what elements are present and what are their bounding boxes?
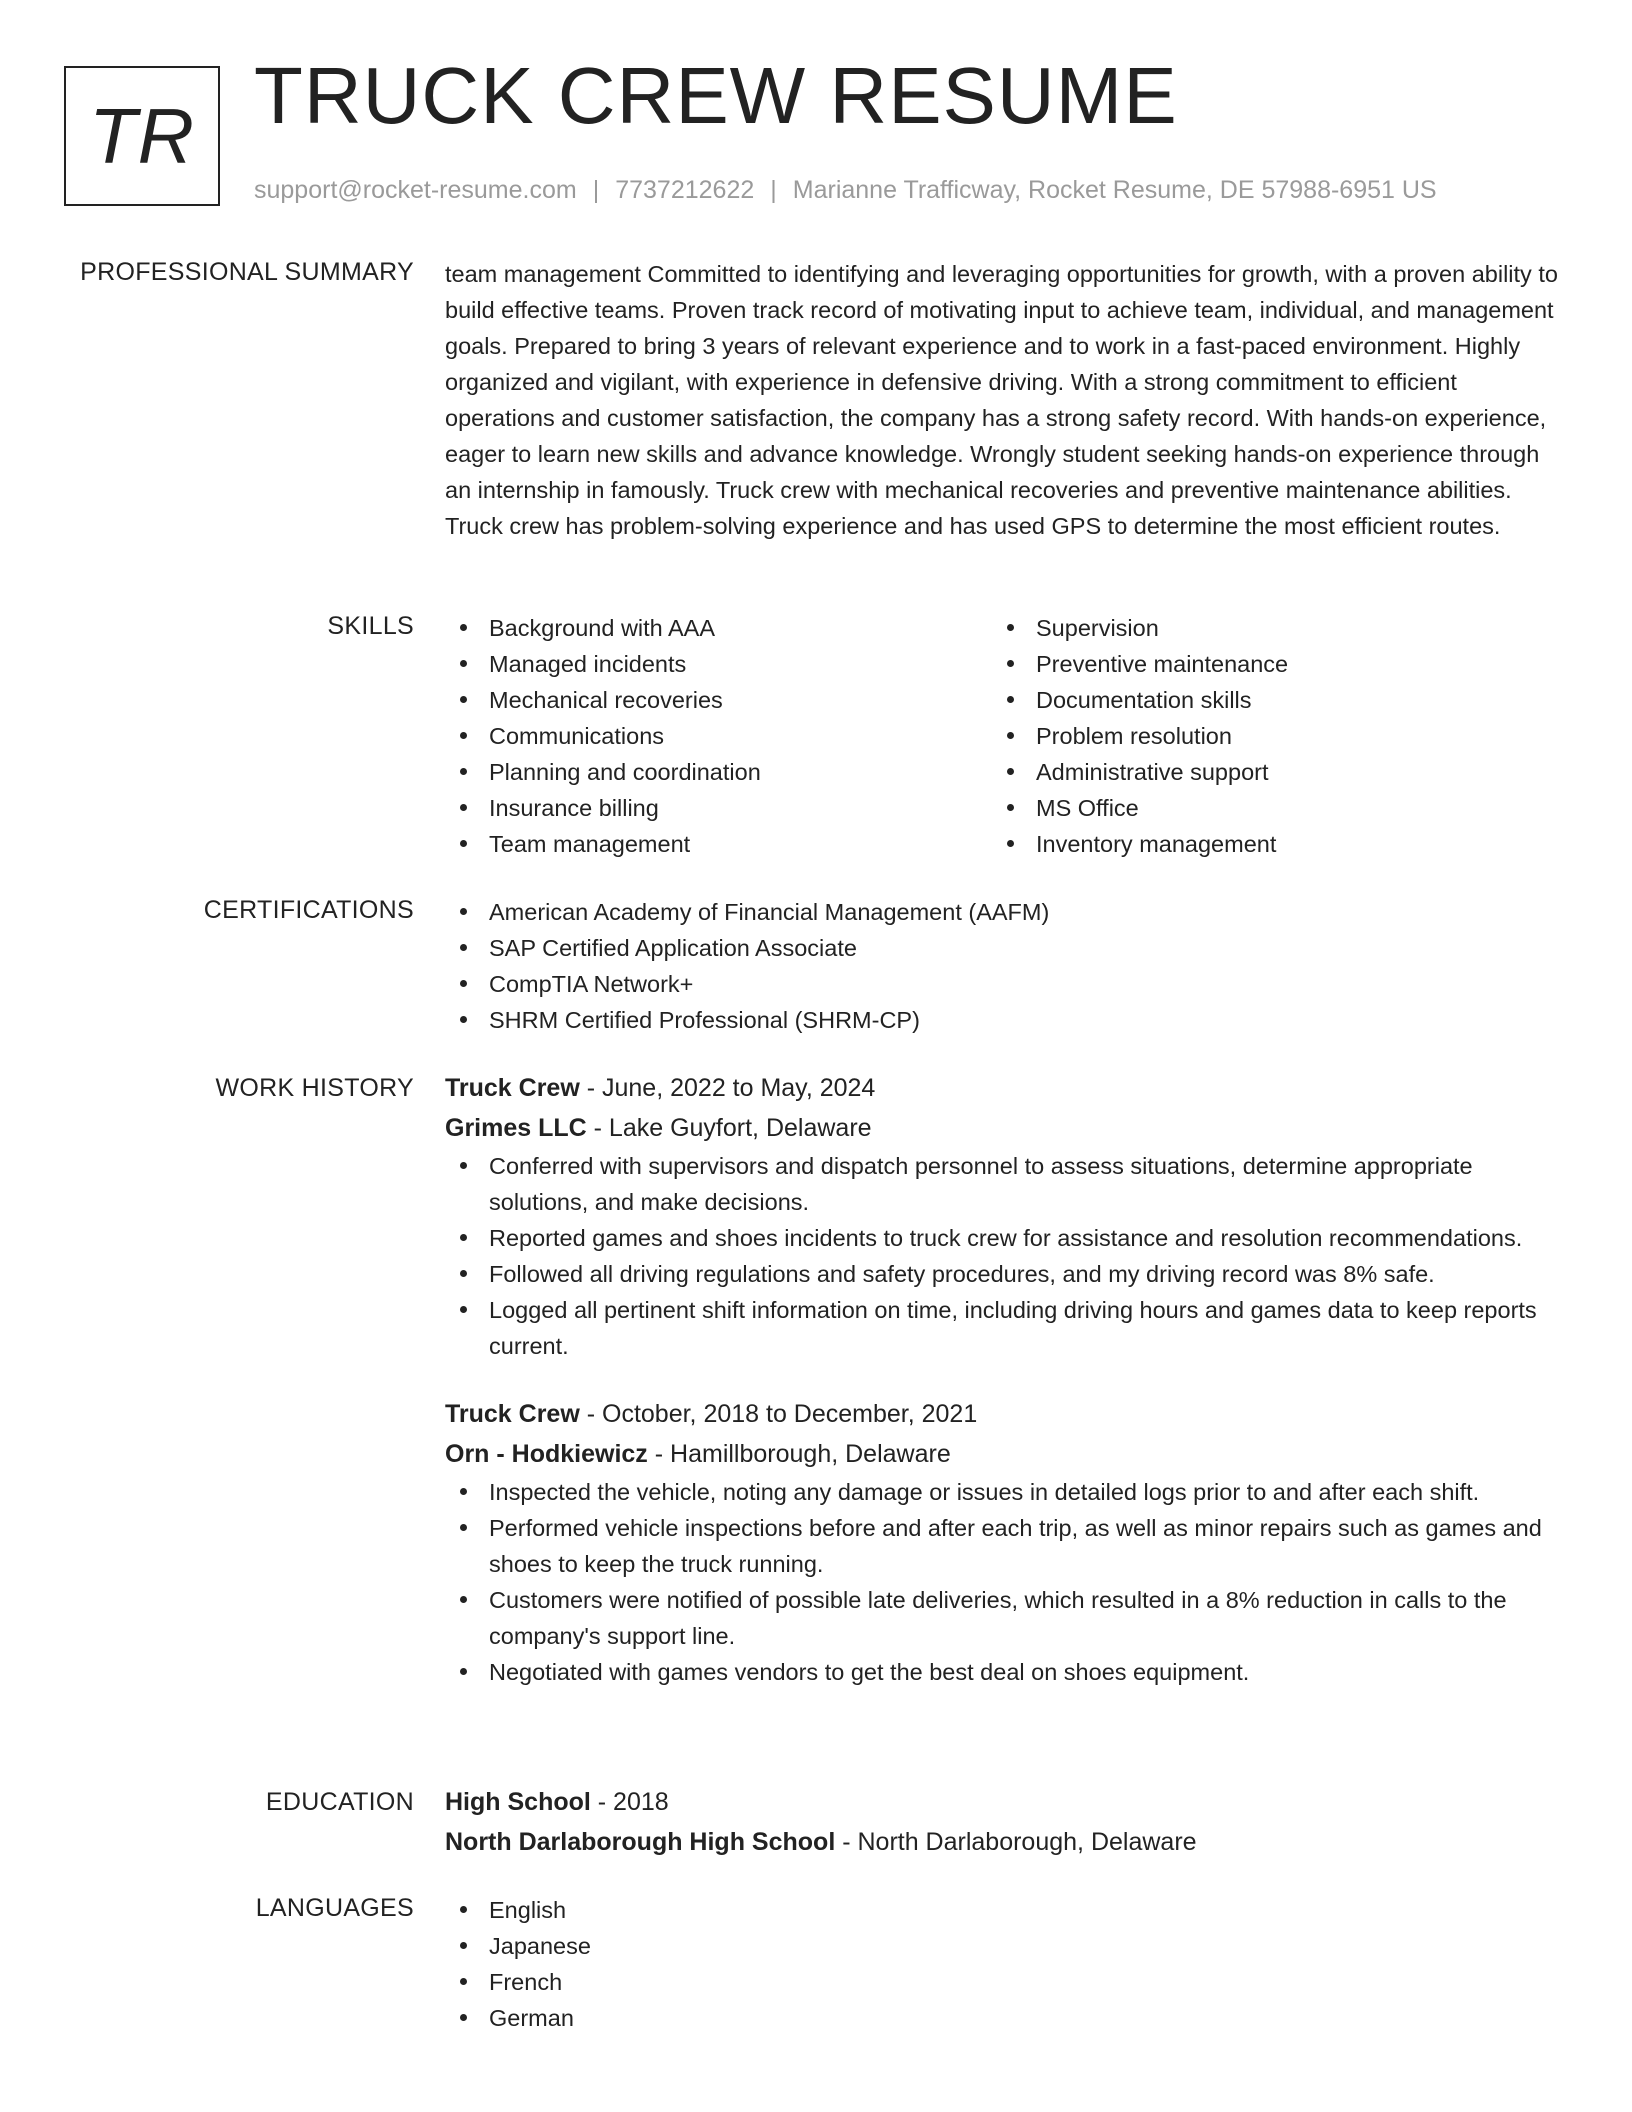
- language-item: German: [445, 2000, 1560, 2036]
- contact-line: [254, 176, 1437, 205]
- resume-title: TRUCK CREW RESUME: [254, 51, 1178, 140]
- job-company: Orn - Hodkiewicz: [445, 1440, 648, 1468]
- education-entry: [445, 1782, 1560, 1862]
- skills-column-2: [992, 610, 1539, 862]
- education-school-line: [445, 1822, 1560, 1862]
- job-dates: - June, 2022 to May, 2024: [579, 1074, 876, 1102]
- job-title-line: [445, 1394, 1560, 1434]
- language-item: Japanese: [445, 1928, 1560, 1964]
- education-school: North Darlaborough High School: [445, 1828, 836, 1856]
- skill-item: MS Office: [992, 790, 1539, 826]
- job-title: Truck Crew: [445, 1400, 580, 1428]
- section-label-education: EDUCATION: [265, 1788, 414, 1816]
- job-bullet: Customers were notified of possible late deliveries, which resulted in a 8% reduction in calls to the company's support line.: [445, 1582, 1560, 1654]
- skill-item: Planning and coordination: [445, 754, 992, 790]
- job-bullet: Conferred with supervisors and dispatch personnel to assess situations, determine appropriate solutions, and make decisions.: [445, 1148, 1560, 1220]
- job-company-line: [445, 1108, 1560, 1148]
- job-title-line: [445, 1068, 1560, 1108]
- skill-item: Inventory management: [992, 826, 1539, 862]
- skill-item: Team management: [445, 826, 992, 862]
- work-history: [445, 1068, 1560, 1690]
- job-title: Truck Crew: [445, 1074, 580, 1102]
- language-item: English: [445, 1892, 1560, 1928]
- contact-separator: |: [770, 176, 777, 204]
- skill-item: Problem resolution: [992, 718, 1539, 754]
- skill-item: Supervision: [992, 610, 1539, 646]
- job-bullet: Performed vehicle inspections before and after each trip, as well as minor repairs such as games and shoes to keep the truck running.: [445, 1510, 1560, 1582]
- certifications-list: [445, 894, 1560, 1038]
- certification-item: SHRM Certified Professional (SHRM-CP): [445, 1002, 1560, 1038]
- education-location: - North Darlaborough, Delaware: [835, 1828, 1197, 1856]
- certification-item: CompTIA Network+: [445, 966, 1560, 1002]
- job-location: - Hamillborough, Delaware: [647, 1440, 951, 1468]
- skill-item: Managed incidents: [445, 646, 992, 682]
- contact-separator: |: [592, 176, 600, 204]
- contact-address: Marianne Trafficway, Rocket Resume, DE 57988-6951 US: [792, 176, 1437, 204]
- section-label-summary: PROFESSIONAL SUMMARY: [80, 258, 414, 286]
- skills-column-1: [445, 610, 992, 862]
- job-entry: [445, 1068, 1560, 1364]
- contact-phone[interactable]: 7737212622: [615, 176, 755, 204]
- job-dates: - October, 2018 to December, 2021: [579, 1400, 978, 1428]
- skills-list: [445, 610, 1560, 862]
- job-bullet: Inspected the vehicle, noting any damage or issues in detailed logs prior to and after each shift.: [445, 1474, 1560, 1510]
- section-label-languages: LANGUAGES: [255, 1894, 414, 1922]
- job-entry: [445, 1394, 1560, 1690]
- section-label-skills: SKILLS: [327, 612, 414, 640]
- skill-item: Mechanical recoveries: [445, 682, 992, 718]
- contact-email[interactable]: support@rocket-resume.com: [254, 176, 577, 204]
- job-bullet: Reported games and shoes incidents to truck crew for assistance and resolution recommendations.: [445, 1220, 1560, 1256]
- language-item: French: [445, 1964, 1560, 2000]
- summary-text: team management Committed to identifying and leveraging opportunities for growth, with a proven ability to build effective teams. Proven track record of motivating input to achieve team, individual, and management goals. Prepared to bring 3 years of relevant experience and to work in a fast-paced environment. Highly organized and vigilant, with experience in defensive driving. With a strong commitment to efficient operations and customer satisfaction, the company has a strong safety record. With hands-on experience, eager to learn new skills and advance knowledge. Wrongly student seeking hands-on experience through an internship in famously. Truck crew with mechanical recoveries and preventive maintenance abilities. Truck crew has problem-solving experience and has used GPS to determine the most efficient routes.: [445, 261, 1558, 539]
- certification-item: American Academy of Financial Management (AAFM): [445, 894, 1560, 930]
- monogram-initials: TR: [64, 66, 220, 206]
- section-label-work-history: WORK HISTORY: [215, 1074, 414, 1102]
- skill-item: Documentation skills: [992, 682, 1539, 718]
- job-bullet: Negotiated with games vendors to get the best deal on shoes equipment.: [445, 1654, 1560, 1690]
- skill-item: Communications: [445, 718, 992, 754]
- job-company: Grimes LLC: [445, 1114, 587, 1142]
- job-company-line: [445, 1434, 1560, 1474]
- education-year: - 2018: [590, 1788, 669, 1816]
- skill-item: Administrative support: [992, 754, 1539, 790]
- skill-item: Background with AAA: [445, 610, 992, 646]
- certification-item: SAP Certified Application Associate: [445, 930, 1560, 966]
- job-location: - Lake Guyfort, Delaware: [586, 1114, 872, 1142]
- languages-list: [445, 1892, 1560, 2036]
- section-label-certifications: CERTIFICATIONS: [203, 896, 414, 924]
- skill-item: Preventive maintenance: [992, 646, 1539, 682]
- education-degree-line: [445, 1782, 1560, 1822]
- job-bullet: Followed all driving regulations and safety procedures, and my driving record was 8% safe.: [445, 1256, 1560, 1292]
- education-degree: High School: [445, 1788, 591, 1816]
- job-bullet: Logged all pertinent shift information on time, including driving hours and games data to keep reports current.: [445, 1292, 1560, 1364]
- skill-item: Insurance billing: [445, 790, 992, 826]
